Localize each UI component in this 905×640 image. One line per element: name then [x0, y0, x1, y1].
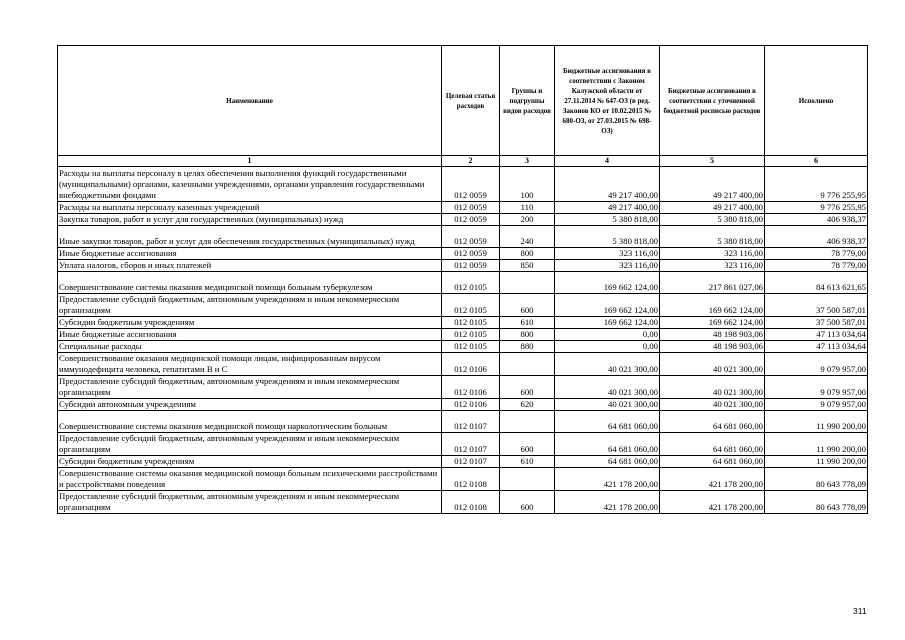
table-row: [58, 353, 868, 376]
row-name: Предоставление субсидий бюджетным, автономным учреждениям и иным некоммерческим организациям: [58, 491, 442, 514]
row-refined-allocation: 40 021 300,00: [660, 399, 765, 411]
row-name: Иные бюджетные ассигнования: [58, 329, 442, 341]
row-law-allocation: 169 662 124,00: [555, 272, 660, 294]
row-target-article: 012 0107: [442, 411, 500, 433]
row-expense-group: 200: [500, 214, 555, 226]
row-executed: 11 990 200,00: [765, 411, 868, 433]
row-expense-group: [500, 353, 555, 376]
row-executed: 9 079 957,00: [765, 376, 868, 399]
row-law-allocation: 169 662 124,00: [555, 294, 660, 317]
row-name: Предоставление субсидий бюджетным, автономным учреждениям и иным некоммерческим организациям: [58, 376, 442, 399]
row-executed: 78 779,00: [765, 260, 868, 272]
row-expense-group: 610: [500, 317, 555, 329]
row-expense-group: 600: [500, 433, 555, 456]
row-refined-allocation: 323 116,00: [660, 248, 765, 260]
table-row: [58, 214, 868, 226]
row-law-allocation: 64 681 060,00: [555, 456, 660, 468]
column-number-row: [58, 156, 868, 167]
row-name: Расходы на выплаты персоналу казенных учреждений: [58, 202, 442, 214]
table-row: [58, 376, 868, 399]
row-refined-allocation: 421 178 200,00: [660, 491, 765, 514]
table-row: [58, 341, 868, 353]
row-executed: 9 079 957,00: [765, 353, 868, 376]
row-law-allocation: 64 681 060,00: [555, 433, 660, 456]
row-name: Иные бюджетные ассигнования: [58, 248, 442, 260]
column-number: 3: [500, 156, 555, 167]
row-law-allocation: 0,00: [555, 341, 660, 353]
row-expense-group: 610: [500, 456, 555, 468]
table-row: [58, 456, 868, 468]
row-refined-allocation: 49 217 400,00: [660, 202, 765, 214]
row-law-allocation: 323 116,00: [555, 260, 660, 272]
row-target-article: 012 0059: [442, 202, 500, 214]
row-target-article: 012 0059: [442, 167, 500, 202]
row-refined-allocation: 5 380 818,00: [660, 226, 765, 248]
row-expense-group: 600: [500, 294, 555, 317]
budget-table: [57, 45, 868, 514]
row-refined-allocation: 5 380 818,00: [660, 214, 765, 226]
table-row: [58, 167, 868, 202]
row-name: Субсидии бюджетным учреждениям: [58, 456, 442, 468]
table-row: [58, 272, 868, 294]
row-name: Совершенствование системы оказания медицинской помощи наркологическим больным: [58, 411, 442, 433]
row-name: Совершенствование системы оказания медицинской помощи больным туберкулезом: [58, 272, 442, 294]
row-target-article: 012 0105: [442, 329, 500, 341]
row-expense-group: 880: [500, 341, 555, 353]
row-refined-allocation: 169 662 124,00: [660, 317, 765, 329]
row-refined-allocation: 64 681 060,00: [660, 456, 765, 468]
table-row: [58, 411, 868, 433]
row-law-allocation: 0,00: [555, 329, 660, 341]
row-target-article: 012 0107: [442, 456, 500, 468]
table-row: [58, 329, 868, 341]
row-law-allocation: 421 178 200,00: [555, 468, 660, 491]
row-executed: 406 938,37: [765, 226, 868, 248]
row-executed: 37 500 587,01: [765, 317, 868, 329]
row-name: Закупка товаров, работ и услуг для государственных (муниципальных) нужд: [58, 214, 442, 226]
row-law-allocation: 5 380 818,00: [555, 226, 660, 248]
table-row: [58, 317, 868, 329]
row-executed: 47 113 034,64: [765, 341, 868, 353]
column-number: 1: [58, 156, 442, 167]
table-row: [58, 260, 868, 272]
row-refined-allocation: 323 116,00: [660, 260, 765, 272]
row-executed: 37 500 587,01: [765, 294, 868, 317]
row-target-article: 012 0108: [442, 491, 500, 514]
row-name: Совершенствование оказания медицинской помощи лицам, инфицированным вирусом иммунодефицита человека, гепатитами В и С: [58, 353, 442, 376]
header-law-allocations: Бюджетные ассигнования в соответствии с Законом Калужской области от 27.11.2014 № 647-ОЗ (в ред. Законов КО от 10.02.2015 № 680-ОЗ, от 27.03.2015 № 698-ОЗ): [555, 46, 660, 156]
column-number: 6: [765, 156, 868, 167]
row-target-article: 012 0105: [442, 272, 500, 294]
table-body: [58, 167, 868, 514]
row-name: Специальные расходы: [58, 341, 442, 353]
row-refined-allocation: 49 217 400,00: [660, 167, 765, 202]
header-target-article: Целевая статья расходов: [442, 46, 500, 156]
row-name: Иные закупки товаров, работ и услуг для обеспечения государственных (муниципальных) нужд: [58, 226, 442, 248]
row-executed: 9 776 255,95: [765, 202, 868, 214]
row-expense-group: 850: [500, 260, 555, 272]
row-expense-group: 600: [500, 491, 555, 514]
row-target-article: 012 0059: [442, 226, 500, 248]
table-row: [58, 399, 868, 411]
row-target-article: 012 0106: [442, 353, 500, 376]
row-expense-group: [500, 272, 555, 294]
row-law-allocation: 40 021 300,00: [555, 376, 660, 399]
row-executed: 47 113 034,64: [765, 329, 868, 341]
row-target-article: 012 0107: [442, 433, 500, 456]
row-law-allocation: 40 021 300,00: [555, 353, 660, 376]
row-law-allocation: 323 116,00: [555, 248, 660, 260]
row-executed: 11 990 200,00: [765, 433, 868, 456]
column-number: 2: [442, 156, 500, 167]
row-executed: 80 643 778,09: [765, 468, 868, 491]
row-executed: 84 613 621,65: [765, 272, 868, 294]
row-executed: 80 643 778,09: [765, 491, 868, 514]
row-law-allocation: 169 662 124,00: [555, 317, 660, 329]
column-number: 4: [555, 156, 660, 167]
row-name: Предоставление субсидий бюджетным, автономным учреждениям и иным некоммерческим организациям: [58, 433, 442, 456]
row-expense-group: 800: [500, 329, 555, 341]
row-executed: 9 776 255,95: [765, 167, 868, 202]
row-name: Субсидии автономным учреждениям: [58, 399, 442, 411]
row-target-article: 012 0108: [442, 468, 500, 491]
row-target-article: 012 0105: [442, 294, 500, 317]
table-row: [58, 248, 868, 260]
header-refined-allocations: Бюджетные ассигнования в соответствии с уточненной бюджетной росписью расходов: [660, 46, 765, 156]
row-target-article: 012 0059: [442, 248, 500, 260]
row-expense-group: 600: [500, 376, 555, 399]
row-refined-allocation: 48 198 903,06: [660, 341, 765, 353]
row-expense-group: 240: [500, 226, 555, 248]
row-law-allocation: 64 681 060,00: [555, 411, 660, 433]
row-refined-allocation: 64 681 060,00: [660, 411, 765, 433]
row-law-allocation: 49 217 400,00: [555, 202, 660, 214]
row-name: Субсидии бюджетным учреждениям: [58, 317, 442, 329]
row-law-allocation: 40 021 300,00: [555, 399, 660, 411]
row-expense-group: 110: [500, 202, 555, 214]
table-row: [58, 433, 868, 456]
row-expense-group: 620: [500, 399, 555, 411]
row-refined-allocation: 40 021 300,00: [660, 376, 765, 399]
row-name: Расходы на выплаты персоналу в целях обеспечения выполнения функций государственными (муниципальными) органами, казенными учреждениями, органами управления государственными внебюджетными фондами: [58, 167, 442, 202]
row-refined-allocation: 48 198 903,06: [660, 329, 765, 341]
row-refined-allocation: 217 861 027,06: [660, 272, 765, 294]
row-executed: 406 938,37: [765, 214, 868, 226]
row-executed: 78 779,00: [765, 248, 868, 260]
header-row: [58, 46, 868, 156]
row-executed: 11 990 200,00: [765, 456, 868, 468]
header-executed: Исполнено: [765, 46, 868, 156]
row-target-article: 012 0106: [442, 399, 500, 411]
table-row: [58, 491, 868, 514]
table-row: [58, 294, 868, 317]
row-name: Уплата налогов, сборов и иных платежей: [58, 260, 442, 272]
row-refined-allocation: 64 681 060,00: [660, 433, 765, 456]
row-refined-allocation: 40 021 300,00: [660, 353, 765, 376]
page-number: 311: [853, 606, 867, 616]
row-expense-group: [500, 411, 555, 433]
row-target-article: 012 0059: [442, 214, 500, 226]
row-expense-group: 100: [500, 167, 555, 202]
header-name: Наименование: [58, 46, 442, 156]
row-refined-allocation: 421 178 200,00: [660, 468, 765, 491]
row-expense-group: [500, 468, 555, 491]
row-name: Предоставление субсидий бюджетным, автономным учреждениям и иным некоммерческим организациям: [58, 294, 442, 317]
table-row: [58, 468, 868, 491]
row-law-allocation: 49 217 400,00: [555, 167, 660, 202]
table-row: [58, 202, 868, 214]
row-expense-group: 800: [500, 248, 555, 260]
row-executed: 9 079 957,00: [765, 399, 868, 411]
row-target-article: 012 0105: [442, 317, 500, 329]
row-target-article: 012 0059: [442, 260, 500, 272]
header-expense-groups: Группы и подгруппы видов расходов: [500, 46, 555, 156]
row-law-allocation: 421 178 200,00: [555, 491, 660, 514]
row-name: Совершенствование системы оказания медицинской помощи больным психическими расстройствами и расстройствами поведения: [58, 468, 442, 491]
row-target-article: 012 0105: [442, 341, 500, 353]
row-target-article: 012 0106: [442, 376, 500, 399]
row-refined-allocation: 169 662 124,00: [660, 294, 765, 317]
table-row: [58, 226, 868, 248]
row-law-allocation: 5 380 818,00: [555, 214, 660, 226]
column-number: 5: [660, 156, 765, 167]
